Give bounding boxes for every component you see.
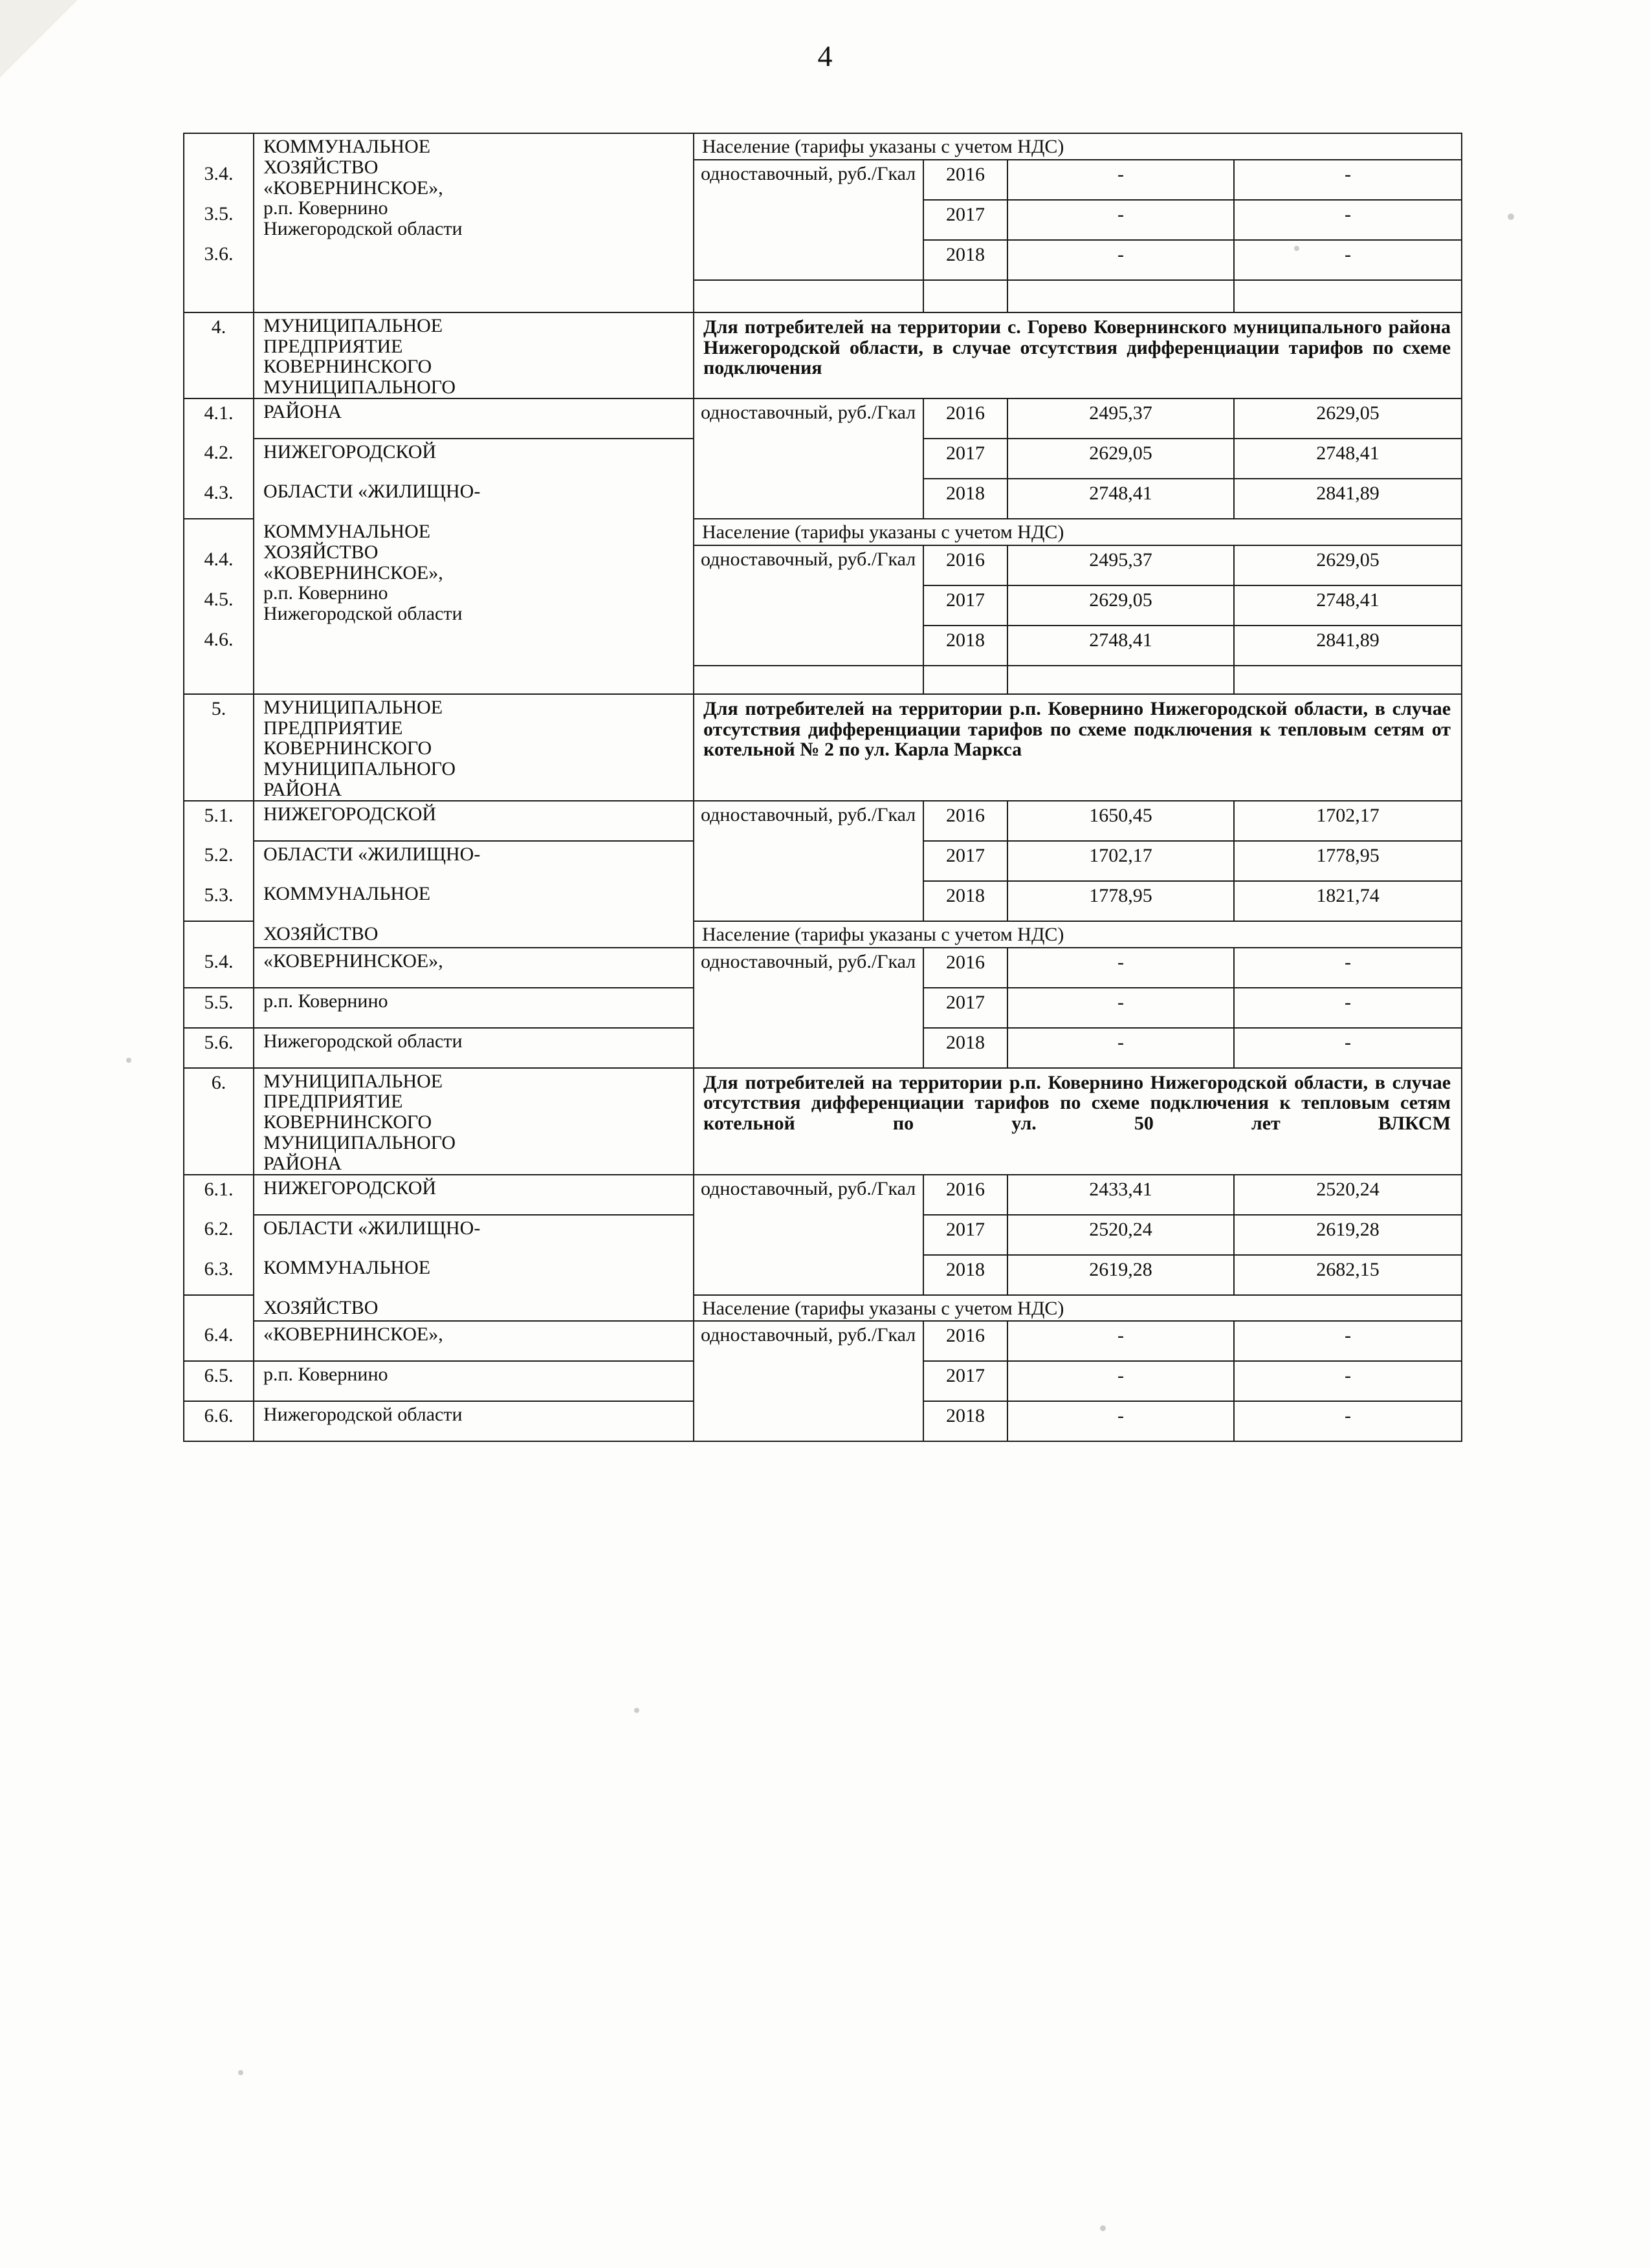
organization-cell [254, 801, 694, 841]
year-cell: 2017 [923, 841, 1007, 881]
org-line: КОВЕРНИНСКОГО [263, 1111, 432, 1133]
table-row [184, 921, 1462, 948]
row-number: 4. [184, 312, 254, 398]
row-number: 5.6. [184, 1028, 254, 1068]
value-cell: 1650,45 [1007, 801, 1234, 841]
tariff-table [183, 133, 1462, 1442]
org-line: «КОВЕРНИНСКОЕ», [263, 562, 443, 583]
organization-cell [254, 1028, 694, 1068]
tariff-type: одноставочный, руб./Гкал [694, 948, 923, 1068]
value-cell: 2629,05 [1007, 439, 1234, 479]
year-cell: 2016 [923, 545, 1007, 585]
org-line: НИЖЕГОРОДСКОЙ [263, 803, 437, 825]
row-number: 4.1. [184, 398, 254, 439]
org-line: РАЙОНА [263, 1152, 342, 1174]
org-line: МУНИЦИПАЛЬНОГО [263, 1131, 456, 1153]
org-line: НИЖЕГОРОДСКОЙ [263, 1177, 437, 1199]
table-row [184, 1175, 1462, 1215]
row-number: 5.1. [184, 801, 254, 841]
organization-cell [254, 479, 694, 519]
org-line: Нижегородской области [263, 1404, 463, 1426]
org-line: р.п. Ковернино [263, 1364, 388, 1386]
scan-speck [1100, 2225, 1106, 2231]
value-cell: 2682,15 [1234, 1255, 1462, 1295]
org-line: КОММУНАЛЬНОЕ [263, 136, 431, 157]
organization-cell [254, 312, 694, 398]
population-note: Население (тарифы указаны с учетом НДС) [694, 519, 1462, 545]
tariff-type: одноставочный, руб./Гкал [694, 545, 923, 666]
table-row [184, 1295, 1462, 1322]
organization-cell [254, 1215, 694, 1255]
organization-cell [254, 398, 694, 439]
row-number: 5. [184, 694, 254, 801]
org-line: МУНИЦИПАЛЬНОЕ [263, 314, 443, 336]
table-row [184, 1321, 1462, 1361]
value-cell-empty [1007, 666, 1234, 694]
org-line: р.п. Ковернино [263, 990, 388, 1012]
value-cell-empty [1234, 280, 1462, 312]
row-number: 4.2. [184, 439, 254, 479]
value-cell: 1778,95 [1007, 881, 1234, 921]
value-cell: - [1007, 200, 1234, 240]
table-row [184, 519, 1462, 545]
table-row [184, 948, 1462, 988]
scan-speck [126, 1058, 131, 1063]
organization-cell [254, 881, 694, 921]
org-line: р.п. Ковернино [263, 582, 388, 604]
value-cell: - [1007, 240, 1234, 280]
value-cell: 2520,24 [1234, 1175, 1462, 1215]
value-cell: - [1234, 200, 1462, 240]
org-line: РАЙОНА [263, 778, 342, 800]
population-note: Население (тарифы указаны с учетом НДС) [694, 921, 1462, 948]
value-cell: - [1234, 1028, 1462, 1068]
value-cell: 2841,89 [1234, 626, 1462, 666]
tariff-banner: Для потребителей на территории с. Горево Ковернинского муниципального района Нижегородской области, в случае отсутствия дифференциации тарифов по схеме подключения [694, 312, 1462, 398]
population-note: Население (тарифы указаны с учетом НДС) [694, 133, 1462, 160]
org-line: ПРЕДПРИЯТИЕ [263, 717, 403, 739]
year-cell: 2017 [923, 988, 1007, 1028]
value-cell: 2520,24 [1007, 1215, 1234, 1255]
row-number: 4.5. [184, 585, 254, 626]
value-cell: - [1234, 240, 1462, 280]
org-line: ОБЛАСТИ «ЖИЛИЩНО- [263, 843, 481, 865]
value-cell: 2629,05 [1234, 398, 1462, 439]
organization-cell [254, 439, 694, 479]
row-number: 5.5. [184, 988, 254, 1028]
year-cell: 2016 [923, 160, 1007, 200]
row-number: 6.4. [184, 1321, 254, 1361]
org-line: МУНИЦИПАЛЬНОЕ [263, 696, 443, 718]
value-cell: 1702,17 [1234, 801, 1462, 841]
organization-cell [254, 921, 694, 948]
year-cell: 2017 [923, 439, 1007, 479]
org-line: МУНИЦИПАЛЬНОЕ [263, 1070, 443, 1092]
org-line: ХОЗЯЙСТВО [263, 541, 379, 563]
value-cell: 1778,95 [1234, 841, 1462, 881]
value-cell: - [1007, 1321, 1234, 1361]
tariff-type-spacer [694, 280, 923, 312]
row-number-cell [184, 519, 254, 545]
year-cell: 2017 [923, 1361, 1007, 1401]
org-line: КОММУНАЛЬНОЕ [263, 520, 431, 542]
row-number: 4.6. [184, 626, 254, 666]
table-row [184, 801, 1462, 841]
value-cell: - [1234, 988, 1462, 1028]
organization-cell [254, 1321, 694, 1361]
org-line: КОВЕРНИНСКОГО [263, 356, 432, 378]
year-cell: 2018 [923, 626, 1007, 666]
value-cell-empty [1234, 666, 1462, 694]
scan-speck [1508, 213, 1514, 220]
row-number-cell [184, 280, 254, 312]
value-cell: 1821,74 [1234, 881, 1462, 921]
organization-cell [254, 1255, 694, 1295]
value-cell: 1702,17 [1007, 841, 1234, 881]
organization-cell [254, 1401, 694, 1441]
value-cell: 2433,41 [1007, 1175, 1234, 1215]
table-row [184, 398, 1462, 439]
year-cell-empty [923, 280, 1007, 312]
organization-cell [254, 1175, 694, 1215]
org-line: КОММУНАЛЬНОЕ [263, 882, 431, 904]
org-line: Нижегородской области [263, 603, 463, 625]
organization-cell [254, 988, 694, 1028]
row-number: 4.3. [184, 479, 254, 519]
org-line: ХОЗЯЙСТВО [263, 1296, 379, 1318]
org-line: ПРЕДПРИЯТИЕ [263, 1091, 403, 1113]
page-number: 4 [817, 39, 833, 72]
org-line: р.п. Ковернино [263, 197, 388, 219]
row-number: 6.6. [184, 1401, 254, 1441]
row-number: 6.2. [184, 1215, 254, 1255]
organization-cell [254, 841, 694, 881]
value-cell: - [1234, 1361, 1462, 1401]
value-cell-empty [1007, 280, 1234, 312]
org-line: НИЖЕГОРОДСКОЙ [263, 441, 437, 463]
year-cell: 2016 [923, 948, 1007, 988]
year-cell: 2018 [923, 1028, 1007, 1068]
population-note: Население (тарифы указаны с учетом НДС) [694, 1295, 1462, 1322]
row-number-cell [184, 666, 254, 694]
value-cell: 2619,28 [1007, 1255, 1234, 1295]
year-cell: 2018 [923, 1401, 1007, 1441]
year-cell: 2018 [923, 240, 1007, 280]
org-line: ПРЕДПРИЯТИЕ [263, 335, 403, 357]
value-cell: 2495,37 [1007, 398, 1234, 439]
row-number: 6.3. [184, 1255, 254, 1295]
tariff-type: одноставочный, руб./Гкал [694, 801, 923, 921]
value-cell: 2748,41 [1007, 479, 1234, 519]
value-cell: - [1234, 160, 1462, 200]
organization-cell [254, 519, 694, 694]
row-number: 4.4. [184, 545, 254, 585]
value-cell: 2629,05 [1007, 585, 1234, 626]
row-number-cell [184, 1295, 254, 1322]
year-cell-empty [923, 666, 1007, 694]
value-cell: - [1007, 988, 1234, 1028]
year-cell: 2017 [923, 1215, 1007, 1255]
year-cell: 2017 [923, 200, 1007, 240]
organization-cell [254, 1361, 694, 1401]
organization-cell [254, 1295, 694, 1322]
year-cell: 2016 [923, 801, 1007, 841]
value-cell: - [1234, 1321, 1462, 1361]
value-cell: 2748,41 [1234, 439, 1462, 479]
row-number: 5.4. [184, 948, 254, 988]
row-number-cell [184, 133, 254, 160]
year-cell: 2018 [923, 881, 1007, 921]
org-line: ХОЗЯЙСТВО [263, 156, 379, 178]
scan-speck [238, 2070, 243, 2075]
org-line: МУНИЦИПАЛЬНОГО [263, 758, 456, 780]
tariff-type: одноставочный, руб./Гкал [694, 1175, 923, 1295]
row-number: 6. [184, 1068, 254, 1175]
org-line: «КОВЕРНИНСКОЕ», [263, 1324, 443, 1346]
row-number: 6.1. [184, 1175, 254, 1215]
scan-speck [634, 1708, 639, 1713]
tariff-type: одноставочный, руб./Гкал [694, 398, 923, 519]
org-line: ОБЛАСТИ «ЖИЛИЩНО- [263, 1217, 481, 1239]
year-cell: 2016 [923, 1321, 1007, 1361]
value-cell: - [1007, 1401, 1234, 1441]
org-line: МУНИЦИПАЛЬНОГО [263, 376, 456, 398]
organization-cell [254, 694, 694, 801]
org-line: ОБЛАСТИ «ЖИЛИЩНО- [263, 480, 481, 502]
organization-cell [254, 133, 694, 312]
value-cell: 2619,28 [1234, 1215, 1462, 1255]
row-number: 3.6. [184, 240, 254, 280]
year-cell: 2017 [923, 585, 1007, 626]
row-number: 5.2. [184, 841, 254, 881]
value-cell: - [1234, 1401, 1462, 1441]
org-line: КОВЕРНИНСКОГО [263, 737, 432, 759]
value-cell: - [1007, 948, 1234, 988]
org-line: ХОЗЯЙСТВО [263, 922, 379, 944]
row-number: 3.4. [184, 160, 254, 200]
organization-cell [254, 1068, 694, 1175]
year-cell: 2016 [923, 398, 1007, 439]
year-cell: 2018 [923, 1255, 1007, 1295]
org-line: РАЙОНА [263, 400, 342, 422]
tariff-banner: Для потребителей на территории р.п. Ковернино Нижегородской области, в случае отсутствия дифференциации тарифов по схеме подключения к тепловым сетям от котельной № 2 по ул. Карла Маркса [694, 694, 1462, 801]
value-cell: 2748,41 [1234, 585, 1462, 626]
value-cell: 2748,41 [1007, 626, 1234, 666]
organization-cell [254, 948, 694, 988]
row-number-cell [184, 921, 254, 948]
value-cell: 2495,37 [1007, 545, 1234, 585]
org-line: КОММУНАЛЬНОЕ [263, 1256, 431, 1278]
value-cell: - [1007, 1028, 1234, 1068]
tariff-banner: Для потребителей на территории р.п. Ковернино Нижегородской области, в случае отсутствия дифференциации тарифов по схеме подключения к тепловым сетям котельной по ул. 50 лет ВЛКСМ [694, 1068, 1462, 1175]
org-line: Нижегородской области [263, 1030, 463, 1052]
value-cell: 2841,89 [1234, 479, 1462, 519]
row-number: 5.3. [184, 881, 254, 921]
value-cell: 2629,05 [1234, 545, 1462, 585]
year-cell: 2016 [923, 1175, 1007, 1215]
value-cell: - [1007, 1361, 1234, 1401]
tariff-type: одноставочный, руб./Гкал [694, 1321, 923, 1441]
tariff-type-spacer [694, 666, 923, 694]
org-line: «КОВЕРНИНСКОЕ», [263, 950, 443, 972]
tariff-type: одноставочный, руб./Гкал [694, 160, 923, 280]
value-cell: - [1234, 948, 1462, 988]
org-line: Нижегородской области [263, 218, 463, 240]
row-number: 3.5. [184, 200, 254, 240]
org-line: «КОВЕРНИНСКОЕ», [263, 177, 443, 199]
value-cell: - [1007, 160, 1234, 200]
table-row [184, 133, 1462, 160]
row-number: 6.5. [184, 1361, 254, 1401]
year-cell: 2018 [923, 479, 1007, 519]
